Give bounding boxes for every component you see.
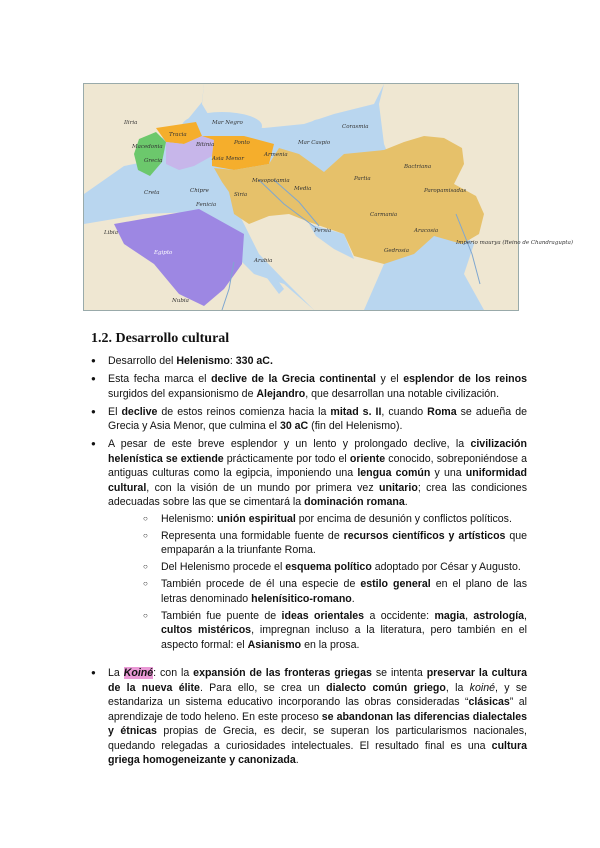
bullet-civilizacion: ● A pesar de este breve esplendor y un lento y prolongado declive, la civilización helenística se extiende prácticamente por todo el oriente conocido, sobreponiéndose a antiguas culturas como la egipcia, imponiendo una lengua común y una uniformidad cultural, con la visión de un mundo por primera vez unitario; crea las condiciones adecuadas sobre las que se cimentará la dominación romana. ○ Helenismo: unión espiritual por encima de desunión y conflictos políticos. ○ Representa una formidable fuente de recursos científicos y artísticos que empaparán a la triunfante Roma. ○ Del Helenismo procede el esquema político adoptado por César y Augusto. ○ También procede de él una especie de estilo general en el plano de las letras denominado helenísitico-romano. ○ También fue puente de ideas orientales a occidente: magia, astrología, cultos mistéricos, impregnan incluso a la literatura, pero también en el aspecto formal: el Asianismo en la prosa.	[91, 437, 527, 652]
label-chipre: Chipre	[190, 188, 209, 194]
label-mesopotamia: Mesopotamia	[252, 178, 290, 184]
bullet-declive: ● El declive de estos reinos comienza hacia la mitad s. II, cuando Roma se adueña de Grecia y Asia Menor, que culmina el 30 aC (fin del Helenismo).	[91, 405, 527, 434]
label-nubia: Nubia	[172, 298, 189, 304]
label-fenicia: Fenicia	[196, 202, 217, 208]
label-bactriana: Bactriana	[404, 164, 432, 170]
koine-highlight: Koiné	[123, 667, 154, 679]
label-media: Media	[294, 186, 312, 192]
label-carmania: Carmania	[370, 212, 398, 218]
sub-item-esquema: ○ Del Helenismo procede el esquema político adoptado por César y Augusto.	[108, 560, 527, 575]
label-arabia: Arabia	[254, 258, 273, 264]
label-caspio: Mar Caspio	[298, 140, 331, 146]
historical-map	[83, 83, 574, 311]
section-title: 1.2. Desarrollo cultural	[91, 331, 230, 346]
label-paropamisadas: Paropamisadas	[424, 188, 467, 194]
sub-item-ideas: ○ También fue puente de ideas orientales a occidente: magia, astrología, cultos mistéricos, impregnan incluso a la literatura, pero también en el aspecto formal: el Asianismo en la prosa.	[108, 609, 527, 653]
sub-item-recursos: ○ Representa una formidable fuente de recursos científicos y artísticos que empaparán a la triunfante Roma.	[108, 529, 527, 558]
label-gedrosia: Gedrosia	[384, 248, 409, 254]
label-persia: Persia	[314, 228, 332, 234]
label-libia: Libia	[104, 230, 118, 236]
label-iliria: Iliria	[124, 120, 138, 126]
label-partia: Partia	[354, 176, 371, 182]
label-asia-menor: Asia Menor	[212, 156, 244, 162]
label-macedonia: Macedonia	[132, 144, 163, 150]
content-body	[91, 354, 527, 771]
label-imperio-maurya: Imperio maurya (Reino de Chandragupta)	[456, 240, 574, 246]
label-corasmia: Corasmia	[342, 124, 369, 130]
label-grecia: Grecia	[144, 158, 163, 164]
label-ponto: Ponto	[234, 140, 250, 146]
label-egipto: Egipto	[154, 250, 173, 256]
label-aracosia: Aracosia	[414, 228, 439, 234]
label-tracia: Tracia	[169, 132, 187, 138]
label-creta: Creta	[144, 190, 160, 196]
bullet-list	[91, 354, 527, 768]
bullet-helenismo: ● Desarrollo del Helenismo: 330 aC.	[91, 354, 527, 369]
sub-list	[108, 512, 527, 653]
bullet-fecha: ● Esta fecha marca el declive de la Grecia continental y el esplendor de los reinos surgidos del expansionismo de Alejandro, que desarrollan una notable civilización.	[91, 372, 527, 401]
bullet-koine: ● La Koiné: con la expansión de las fronteras griegas se intenta preservar la cultura de la nueva élite. Para ello, se crea un dialecto común griego, la koiné, y se estandariza un sistema educativo incorporando las obras consideradas “clásicas” al aprendizaje de todo heleno. En este proceso se abandonan las diferencias dialectales y étnicas propias de Grecia, es decir, se superan los particularismos nacionales, quedando relegadas a curiosidades intelectuales. El resultado final es una cultura griega homogeneizante y canonizada.	[91, 666, 527, 768]
map-image	[84, 84, 574, 310]
label-armenia: Armenia	[264, 152, 288, 158]
label-siria: Siria	[234, 192, 248, 198]
label-mar-negro: Mar Negro	[212, 120, 243, 126]
sub-item-union: ○ Helenismo: unión espiritual por encima de desunión y conflictos políticos.	[108, 512, 527, 527]
label-bitinia: Bitinia	[196, 142, 215, 148]
sub-item-estilo: ○ También procede de él una especie de estilo general en el plano de las letras denominado helenísitico-romano.	[108, 577, 527, 606]
